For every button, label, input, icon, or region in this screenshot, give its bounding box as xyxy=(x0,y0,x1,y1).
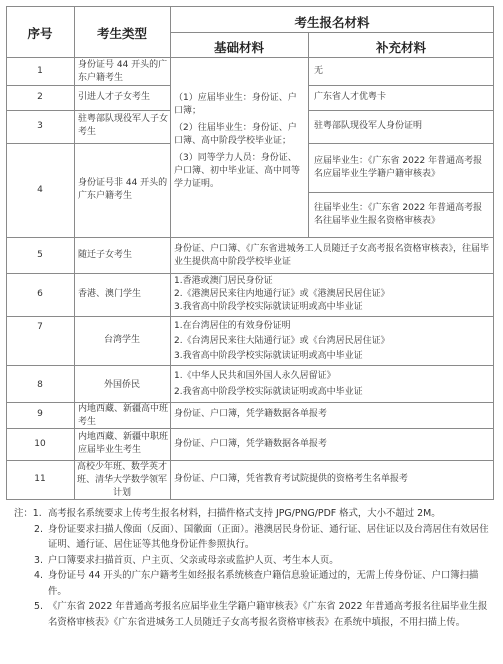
registration-materials-table xyxy=(6,6,494,500)
note-label: 2. xyxy=(34,523,43,535)
basic-header: 基础材料 xyxy=(213,40,264,55)
note-item xyxy=(14,506,494,522)
note-label: 3. xyxy=(34,554,43,566)
extra-material: 广东省人才优粤卡 xyxy=(314,92,387,102)
merged-materials: 1.《中华人民共和国外国人永久居留证》 2.我省高中阶段学校实际就读证明或高中毕业证 xyxy=(174,371,363,397)
note-label: 5. xyxy=(34,601,43,612)
candidate-type: 随迁子女考生 xyxy=(78,250,133,260)
note-item xyxy=(14,568,494,599)
note-text: 身份证号 44 开头的广东户籍考生如经报名系统核查户籍信息验证通过的，无需上传身份证、户口簿扫描件。 xyxy=(48,570,479,597)
merged-materials: 1.在台湾居住的有效身份证明 2.《台湾居民来往大陆通行证》或《台湾居民居住证》 3.我省高中阶段学校实际就读证明或高中毕业证 xyxy=(174,321,390,361)
row-number: 4 xyxy=(37,185,43,195)
basic-materials-list: （1）应届毕业生：身份证、户口簿； （2）往届毕业生：身份证、户口簿、高中阶段学校毕业证； （3）同等学力人员：身份证、户口簿、初中毕业证、高中同等学力证明。 xyxy=(174,93,301,189)
note-text: 高考报名系统要求上传考生报名材料，扫描件格式支持 JPG/PNG/PDF 格式，大小不超过 2M。 xyxy=(48,508,441,519)
note-item xyxy=(14,522,494,553)
candidate-type: 香港、澳门学生 xyxy=(78,289,142,299)
candidate-type: 高校少年班、数学英才班、清华大学数学领军计划 xyxy=(76,462,167,498)
note-item xyxy=(14,599,494,630)
row-number: 9 xyxy=(37,409,43,419)
row-number: 2 xyxy=(37,92,43,102)
merged-materials: 身份证、户口簿，凭省教育考试院提供的资格考生名单报考 xyxy=(174,474,409,484)
seq-header: 序号 xyxy=(27,26,53,41)
row-number: 7 xyxy=(37,322,43,332)
merged-materials: 身份证、户口簿，凭学籍数据各单报考 xyxy=(174,439,328,449)
row-number: 1 xyxy=(37,66,43,76)
extra-material: 往届毕业生：《广东省 2022 年普通高考报名往届毕业生报名资格审核表》 xyxy=(314,203,483,226)
row-number: 10 xyxy=(34,439,46,449)
extra-material: 应届毕业生：《广东省 2022 年普通高考报名应届毕业生学籍户籍审核表》 xyxy=(314,156,483,179)
note-item xyxy=(14,553,494,569)
note-text: 身份证要求扫描人像面（反面）、国徽面（正面）。港澳居民身份证、通行证、居住证以及台湾居住有效居住证明、通行证、居住证等其他身份证件参照执行。 xyxy=(48,523,489,550)
candidate-type: 身份证号非 44 开头的广东户籍考生 xyxy=(78,178,168,201)
row-number: 5 xyxy=(37,250,43,260)
type-header: 考生类型 xyxy=(96,26,147,41)
candidate-type: 驻粤部队现役军人子女考生 xyxy=(78,114,169,137)
extra-header: 补充材料 xyxy=(375,40,426,55)
merged-materials: 身份证、户口簿，凭学籍数据各单报考 xyxy=(174,409,328,419)
extra-material: 无 xyxy=(314,66,324,76)
note-text: 户口簿要求扫描首页、户主页、父亲或母亲或监护人页、考生本人页。 xyxy=(48,554,339,566)
candidate-type: 引进人才子女考生 xyxy=(78,92,151,102)
merged-materials: 身份证、户口簿、《广东省进城务工人员随迁子女高考报名资格审核表》，往届毕业生提供高中阶段学校毕业证 xyxy=(174,244,490,267)
notes-section xyxy=(14,506,494,630)
note-text: 《广东省 2022 年普通高考报名应届毕业生学籍户籍审核表》《广东省 2022 年普通高考报名往届毕业生报名资格审核表》《广东省进城务工人员随迁子女高考报名资格审核表》在系统中填报，不用扫描上传。 xyxy=(48,601,488,628)
candidate-type: 身份证号 44 开头的广东户籍考生 xyxy=(78,60,168,83)
extra-material: 驻粤部队现役军人身份证明 xyxy=(314,121,423,131)
row-number: 3 xyxy=(37,121,43,131)
materials-header: 考生报名材料 xyxy=(294,15,370,30)
row-number: 8 xyxy=(37,380,43,390)
candidate-type: 内地西藏、新疆中职班应届毕业生考生 xyxy=(78,432,169,455)
candidate-type: 内地西藏、新疆高中班考生 xyxy=(78,404,169,427)
candidate-type: 台湾学生 xyxy=(103,335,140,345)
note-label: 4. xyxy=(34,570,43,581)
row-number: 11 xyxy=(34,474,46,484)
candidate-type: 外国侨民 xyxy=(103,380,140,390)
note-label: 注：1. xyxy=(14,508,42,519)
merged-materials: 1.香港或澳门居民身份证 2.《港澳居民来往内地通行证》或《港澳居民居住证》 3.我省高中阶段学校实际就读证明或高中毕业证 xyxy=(174,276,390,312)
row-number: 6 xyxy=(37,289,43,299)
